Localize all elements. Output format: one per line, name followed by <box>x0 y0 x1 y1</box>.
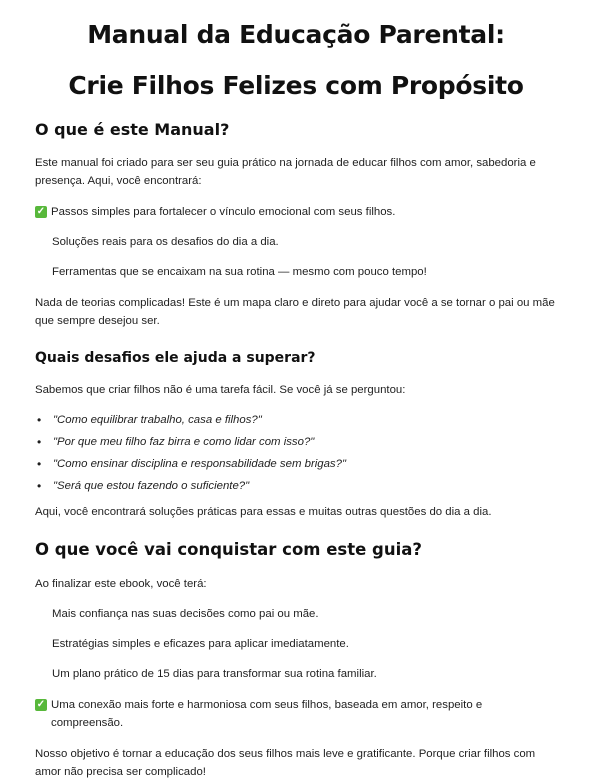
list-item: • "Será que estou fazendo o suficiente?" <box>35 477 573 495</box>
list-item: • "Como equilibrar trabalho, casa e filhos?" <box>35 411 573 429</box>
section-heading: O que é este Manual? <box>35 120 230 139</box>
section-closing: Nada de teorias complicadas! Este é um mapa claro e direto para ajudar você a se tornar o pai ou mãe que sempre desejou ser. <box>35 297 555 327</box>
section-heading: O que você vai conquistar com este guia? <box>35 540 422 559</box>
section-closing: Aqui, você encontrará soluções práticas para essas e muitas outras questões do dia a dia. <box>35 506 492 518</box>
question-list <box>35 411 592 495</box>
section-what-is <box>35 120 592 330</box>
check-list-item-text: Uma conexão mais forte e harmoniosa com seus filhos, baseada em amor, respeito e compreensão. <box>51 699 483 729</box>
list-item: Ferramentas que se encaixam na sua rotina — mesmo com pouco tempo! <box>52 266 427 278</box>
section-achievements <box>35 539 592 781</box>
list-item: Soluções reais para os desafios do dia a dia. <box>52 236 279 248</box>
check-list-item <box>35 203 592 221</box>
section-challenges <box>35 349 592 521</box>
section-intro: Sabemos que criar filhos não é uma tarefa fácil. Se você já se perguntou: <box>35 384 406 396</box>
list-item: Mais confiança nas suas decisões como pai ou mãe. <box>52 608 319 620</box>
check-mark-icon: ✓ <box>36 206 46 217</box>
list-item: Um plano prático de 15 dias para transformar sua rotina familiar. <box>52 668 377 680</box>
list-item: Estratégias simples e eficazes para aplicar imediatamente. <box>52 638 349 650</box>
section-closing: Nosso objetivo é tornar a educação dos seus filhos mais leve e gratificante. Porque criar filhos com amor não precisa ser complicado! <box>35 748 536 778</box>
check-list-item-text: Passos simples para fortalecer o vínculo emocional com seus filhos. <box>51 206 396 218</box>
check-list-item <box>35 696 592 732</box>
list-item: • "Como ensinar disciplina e responsabilidade sem brigas?" <box>35 455 573 473</box>
page-title-line1: Manual da Educação Parental: <box>87 20 505 49</box>
list-item: • "Por que meu filho faz birra e como lidar com isso?" <box>35 433 573 451</box>
section-intro: Este manual foi criado para ser seu guia prático na jornada de educar filhos com amor, sabedoria e presença. Aqui, você encontrará: <box>35 157 536 187</box>
check-mark-icon: ✓ <box>36 699 46 710</box>
page-title-line2: Crie Filhos Felizes com Propósito <box>68 71 524 100</box>
section-heading: Quais desafios ele ajuda a superar? <box>35 350 316 366</box>
section-intro: Ao finalizar este ebook, você terá: <box>35 578 207 590</box>
